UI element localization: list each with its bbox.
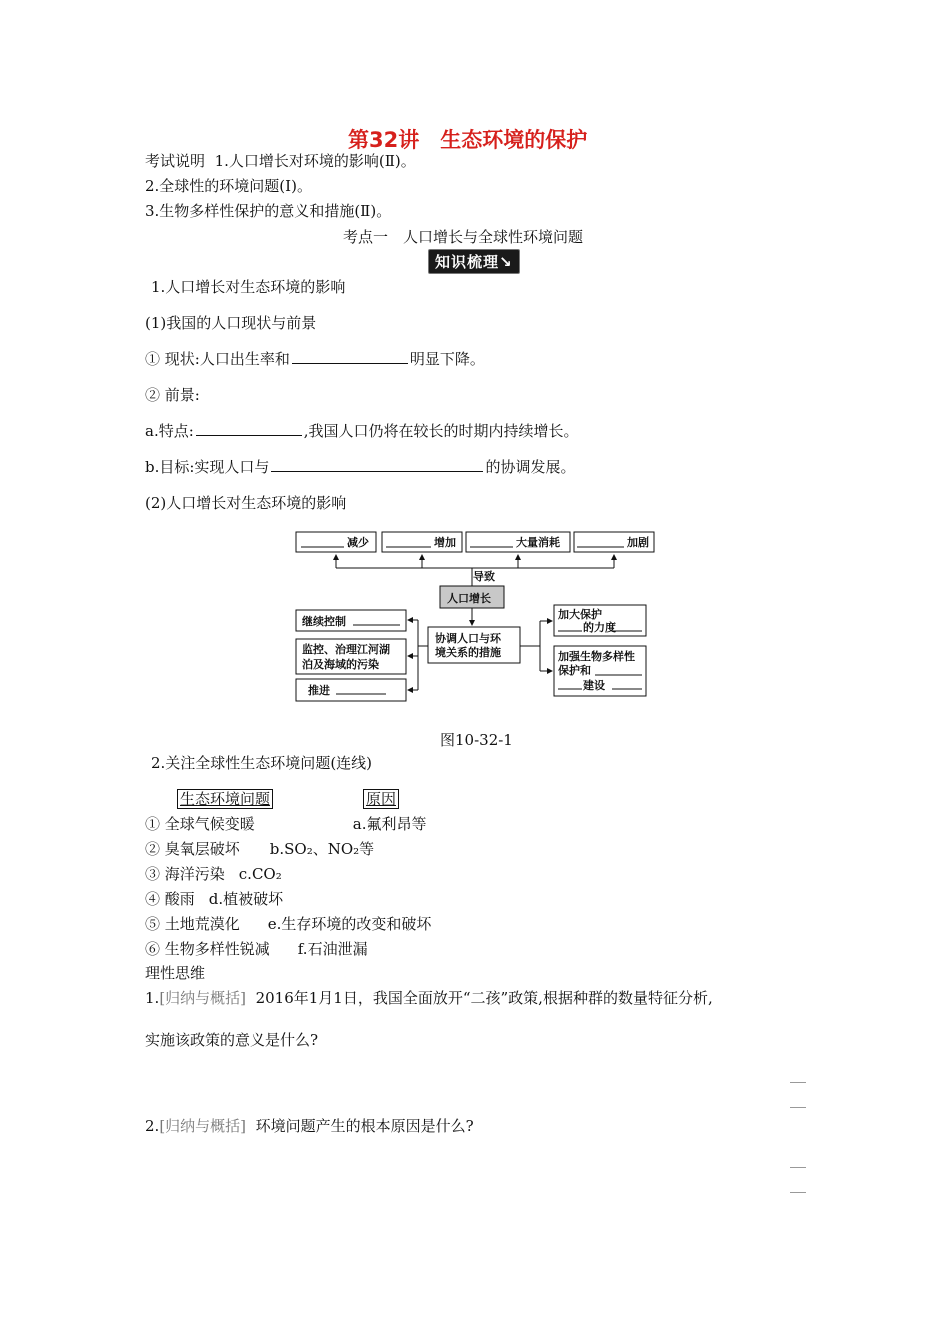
exam-item-3: 3.生物多样性保护的意义和措施(Ⅱ)。 <box>145 202 392 220</box>
cause-label: 导致 <box>473 570 495 583</box>
svg-text:加剧: 加剧 <box>627 536 649 549</box>
svg-text:建设: 建设 <box>583 679 605 692</box>
right-box-1 <box>554 605 646 636</box>
figure-caption: 图10-32-1 <box>440 731 513 749</box>
knowledge-badge: 知识梳理↘ <box>428 249 520 274</box>
part1-heading: 1.人口增长对生态环境的影响 <box>151 278 346 296</box>
svg-text:的力度: 的力度 <box>583 621 616 634</box>
match-row-6: ⑥ 生物多样性锐减 f.石油泄漏 <box>145 940 368 958</box>
svg-text:人口增长: 人口增长 <box>447 592 491 605</box>
svg-text:保护和: 保护和 <box>558 664 591 677</box>
answer-line <box>790 1107 806 1108</box>
question-1: 1.[归纳与概括] 2016年1月1日，我国全面放开“二孩”政策,根据种群的数量特征分析, <box>145 989 713 1007</box>
svg-text:境关系的措施: 境关系的措施 <box>435 646 501 659</box>
match-row-1: ① 全球气候变暖 a.氟利昂等 <box>145 815 427 833</box>
left-box-1 <box>296 610 406 631</box>
current-status-line: ① 现状:人口出生率和 明显下降。 <box>145 350 485 368</box>
center-box <box>440 586 504 608</box>
match-row-3: ③ 海洋污染 c.CO₂ <box>145 865 282 883</box>
question-1-continuation: 实施该政策的意义是什么? <box>145 1031 319 1049</box>
top-box-3 <box>466 532 570 552</box>
left-box-2 <box>296 639 406 674</box>
svg-text:加强生物多样性: 加强生物多样性 <box>558 650 635 663</box>
top-box-4 <box>574 532 654 552</box>
prospect-line: ② 前景: <box>145 386 200 404</box>
part1-sub2: (2)人口增长对生态环境的影响 <box>145 494 347 512</box>
svg-text:大量消耗: 大量消耗 <box>516 536 560 549</box>
fill-blank[interactable] <box>196 421 302 436</box>
fill-blank[interactable] <box>292 349 408 364</box>
section-title: 考点一 人口增长与全球性环境问题 <box>343 228 584 246</box>
match-row-2: ② 臭氧层破坏 b.SO₂、NO₂等 <box>145 840 375 858</box>
exam-item-1: 考试说明 1.人口增长对环境的影响(Ⅱ)。 <box>145 152 416 170</box>
question-2: 2.[归纳与概括] 环境问题产生的根本原因是什么? <box>145 1117 474 1135</box>
goal-line: b.目标:实现人口与 的协调发展。 <box>145 458 576 476</box>
exam-item-2: 2.全球性的环境问题(Ⅰ)。 <box>145 177 312 195</box>
match-row-4: ④ 酸雨 d.植被破坏 <box>145 890 284 908</box>
part2-heading: 2.关注全球性生态环境问题(连线) <box>151 754 373 772</box>
measures-box <box>428 627 520 663</box>
left-box-3 <box>296 679 406 701</box>
exam-label: 考试说明 <box>145 152 206 170</box>
right-box-2 <box>554 646 646 696</box>
svg-text:推进: 推进 <box>308 684 330 697</box>
svg-text:监控、治理江河湖: 监控、治理江河湖 <box>302 643 390 656</box>
thinking-label: 理性思维 <box>145 964 206 982</box>
svg-text:泊及海域的污染: 泊及海域的污染 <box>302 658 379 671</box>
column-header-causes: 原因 <box>363 789 399 809</box>
fill-blank[interactable] <box>271 457 483 472</box>
top-box-2 <box>382 532 462 552</box>
population-diagram <box>290 526 660 706</box>
feature-line: a.特点: ,我国人口仍将在较长的时期内持续增长。 <box>145 422 579 440</box>
svg-text:继续控制: 继续控制 <box>302 615 346 628</box>
answer-line <box>790 1167 806 1168</box>
answer-line <box>790 1082 806 1083</box>
column-header-problems: 生态环境问题 <box>177 789 273 809</box>
top-box-1 <box>296 532 376 552</box>
svg-text:协调人口与环: 协调人口与环 <box>435 632 501 645</box>
svg-text:加大保护: 加大保护 <box>558 608 602 621</box>
match-row-5: ⑤ 土地荒漠化 e.生存环境的改变和破坏 <box>145 915 432 933</box>
part1-sub1: (1)我国的人口现状与前景 <box>145 314 317 332</box>
answer-line <box>790 1192 806 1193</box>
page-title: 第32讲 生态环境的保护 <box>348 128 588 152</box>
svg-text:减少: 减少 <box>347 536 369 549</box>
svg-text:增加: 增加 <box>434 536 456 549</box>
